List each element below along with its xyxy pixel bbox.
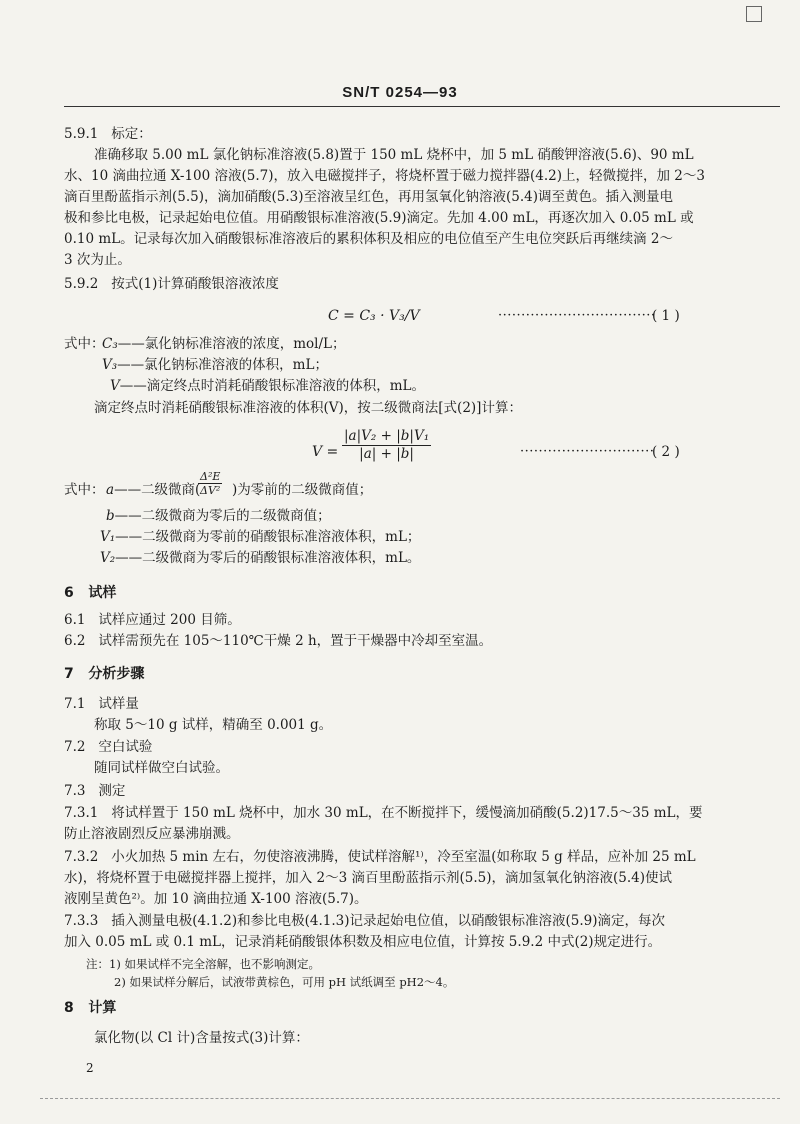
s591-heading bbox=[64, 124, 152, 144]
item-number: 6.2 bbox=[64, 633, 86, 649]
item-title: 空白试验 bbox=[98, 739, 153, 755]
header-rule bbox=[64, 106, 780, 107]
equation-2-leader: ····························· bbox=[520, 444, 655, 459]
definition-text: ——氯化钠标准溶液的体积，mL； bbox=[117, 357, 328, 373]
item-number: 7.3.1 bbox=[64, 805, 99, 821]
s592-heading bbox=[64, 274, 279, 294]
s6-item bbox=[64, 631, 492, 651]
s733-line: 加入 0.05 mL 或 0.1 mL，记录消耗硝酸银体积数及相应电位值，计算按 5.9.2 中式(2)规定进行。 bbox=[64, 934, 662, 950]
item-number: 7.2 bbox=[64, 739, 86, 755]
section-title: 分析步骤 bbox=[88, 666, 145, 682]
definition-item bbox=[100, 548, 420, 568]
definition-text: ——二级微商为零后的二级微商值； bbox=[114, 508, 331, 524]
definition-item bbox=[102, 334, 346, 354]
equation-2-denominator: |a| + |b| bbox=[359, 446, 414, 462]
definition-symbol: a bbox=[106, 482, 115, 498]
s592-number: 5.9.2 bbox=[64, 276, 99, 292]
s6-item bbox=[64, 610, 241, 630]
section-title: 试样 bbox=[88, 585, 117, 601]
standard-code: SN/T 0254—93 bbox=[342, 84, 458, 101]
s73-heading bbox=[64, 781, 125, 801]
s733-line bbox=[64, 911, 665, 931]
where-label-1: 式中： bbox=[64, 336, 105, 352]
definition-text: )为零前的二级微商值； bbox=[232, 482, 373, 498]
s591-line: 极和参比电极，记录起始电位值。用硝酸银标准溶液(5.9)滴定。先加 4.00 mL，再逐次加入 0.05 mL 或 bbox=[64, 210, 694, 226]
item-text: 将试样置于 150 mL 烧杯中，加水 30 mL，在不断搅拌下，缓慢滴加硝酸(5.2)17.5～35 mL，要 bbox=[111, 805, 703, 821]
definition-item bbox=[106, 480, 200, 500]
section-number: 7 bbox=[64, 666, 74, 682]
definition-text: ——二级微商为零前的硝酸银标准溶液体积，mL； bbox=[115, 529, 421, 545]
item-text: 试样应通过 200 目筛。 bbox=[98, 612, 241, 628]
s591-line: 3 次为止。 bbox=[64, 252, 131, 268]
fraction-denominator: ΔV² bbox=[200, 484, 221, 497]
fraction-numerator: Δ²E bbox=[200, 470, 221, 483]
equation-2-fraction bbox=[342, 428, 431, 463]
definition-text: ——二级微商为零后的硝酸银标准溶液体积，mL。 bbox=[115, 550, 421, 566]
section-8-heading bbox=[64, 998, 116, 1018]
s731-line bbox=[64, 803, 702, 823]
where-label-2: 式中： bbox=[64, 482, 105, 498]
s732-line: 液刚呈黄色²⁾。加 10 滴曲拉通 X-100 溶液(5.7)。 bbox=[64, 891, 368, 907]
definition-text: ——滴定终点时消耗硝酸银标准溶液的体积，mL。 bbox=[119, 378, 426, 394]
s591-line: 准确移取 5.00 mL 氯化钠标准溶液(5.8)置于 150 mL 烧杯中，加 5 mL 硝酸钾溶液(5.6)、90 mL bbox=[94, 147, 694, 163]
scan-corner-mark bbox=[746, 6, 762, 22]
s592-title: 按式(1)计算硝酸银溶液浓度 bbox=[111, 276, 279, 292]
item-number: 6.1 bbox=[64, 612, 86, 628]
item-title: 试样量 bbox=[98, 696, 139, 712]
s8-text: 氯化物(以 Cl 计)含量按式(3)计算： bbox=[94, 1030, 309, 1046]
definition-text: ——二级微商( bbox=[114, 482, 201, 498]
definition-symbol: V₃ bbox=[102, 357, 118, 373]
item-number: 7.1 bbox=[64, 696, 86, 712]
definition-symbol: b bbox=[106, 508, 115, 524]
definition-symbol: V₁ bbox=[100, 529, 116, 545]
s731-line: 防止溶液剧烈反应暴沸崩溅。 bbox=[64, 826, 240, 842]
s591-line: 水、10 滴曲拉通 X-100 溶液(5.7)，放入电磁搅拌子，将烧杯置于磁力搅拌器(4.2)上，轻微搅拌，加 2～3 bbox=[64, 168, 705, 184]
footnote: 2) 如果试样分解后，试液带黄棕色，可用 pH 试纸调至 pH2～4。 bbox=[114, 975, 455, 989]
equation-1: C = C₃ · V₃/V bbox=[328, 308, 420, 324]
item-number: 7.3 bbox=[64, 783, 86, 799]
equation-2-numerator: |a|V₂ + |b|V₁ bbox=[344, 428, 430, 444]
s591-title: 标定： bbox=[111, 126, 152, 142]
equation-1-leader: ·································· bbox=[498, 308, 656, 323]
definition-item bbox=[100, 527, 420, 547]
section-title: 计算 bbox=[88, 1000, 117, 1016]
item-text: 插入测量电极(4.1.2)和参比电极(4.1.3)记录起始电位值，以硝酸银标准溶液(5.9)滴定，每次 bbox=[111, 913, 666, 929]
definition-symbol: V bbox=[110, 378, 120, 394]
footnote: 注：1) 如果试样不完全溶解，也不影响测定。 bbox=[86, 957, 320, 971]
s72-heading bbox=[64, 737, 152, 757]
definition-text: ——氯化钠标准溶液的浓度，mol/L； bbox=[117, 336, 346, 352]
item-number: 7.3.2 bbox=[64, 849, 99, 865]
equation-2-number: ( 2 ) bbox=[652, 444, 680, 460]
s72-text: 随同试样做空白试验。 bbox=[94, 760, 229, 776]
equation-1-number: ( 1 ) bbox=[652, 308, 680, 324]
item-text: 小火加热 5 min 左右，勿使溶液沸腾，使试样溶解¹⁾，冷至室温(如称取 5 g 样品，应补加 25 mL bbox=[111, 849, 696, 865]
scan-edge-line bbox=[40, 1098, 780, 1099]
s71-text: 称取 5～10 g 试样，精确至 0.001 g。 bbox=[94, 717, 333, 733]
s592-paragraph: 滴定终点时消耗硝酸银标准溶液的体积(V)，按二级微商法[式(2)]计算： bbox=[94, 400, 522, 416]
definition-symbol: C₃ bbox=[102, 336, 118, 352]
page-number: 2 bbox=[86, 1061, 94, 1075]
definition-item bbox=[110, 376, 425, 396]
definition-symbol: V₂ bbox=[100, 550, 116, 566]
s591-line: 滴百里酚蓝指示剂(5.5)，滴加硝酸(5.3)至溶液呈红色，再用氢氧化钠溶液(5.4)调至黄色。插入测量电 bbox=[64, 189, 674, 205]
section-6-heading bbox=[64, 583, 116, 603]
item-title: 测定 bbox=[98, 783, 126, 799]
s732-line bbox=[64, 847, 696, 867]
section-7-heading bbox=[64, 664, 144, 684]
s591-line: 0.10 mL。记录每次加入硝酸银标准溶液后的累积体积及相应的电位值至产生电位突跃后再继续滴 2～ bbox=[64, 231, 673, 247]
item-text: 试样需预先在 105～110℃干燥 2 h，置于干燥器中冷却至室温。 bbox=[98, 633, 493, 649]
second-derivative-fraction bbox=[198, 470, 222, 497]
item-number: 7.3.3 bbox=[64, 913, 99, 929]
section-number: 8 bbox=[64, 1000, 74, 1016]
s732-line: 水)，将烧杯置于电磁搅拌器上搅拌，加入 2～3 滴百里酚蓝指示剂(5.5)，滴加氢氧化钠溶液(5.4)使试 bbox=[64, 870, 673, 886]
section-number: 6 bbox=[64, 585, 74, 601]
s591-number: 5.9.1 bbox=[64, 126, 99, 142]
definition-item bbox=[106, 506, 331, 526]
equation-2-lhs: V = bbox=[312, 444, 339, 460]
s71-heading bbox=[64, 694, 139, 714]
definition-item bbox=[102, 355, 328, 375]
